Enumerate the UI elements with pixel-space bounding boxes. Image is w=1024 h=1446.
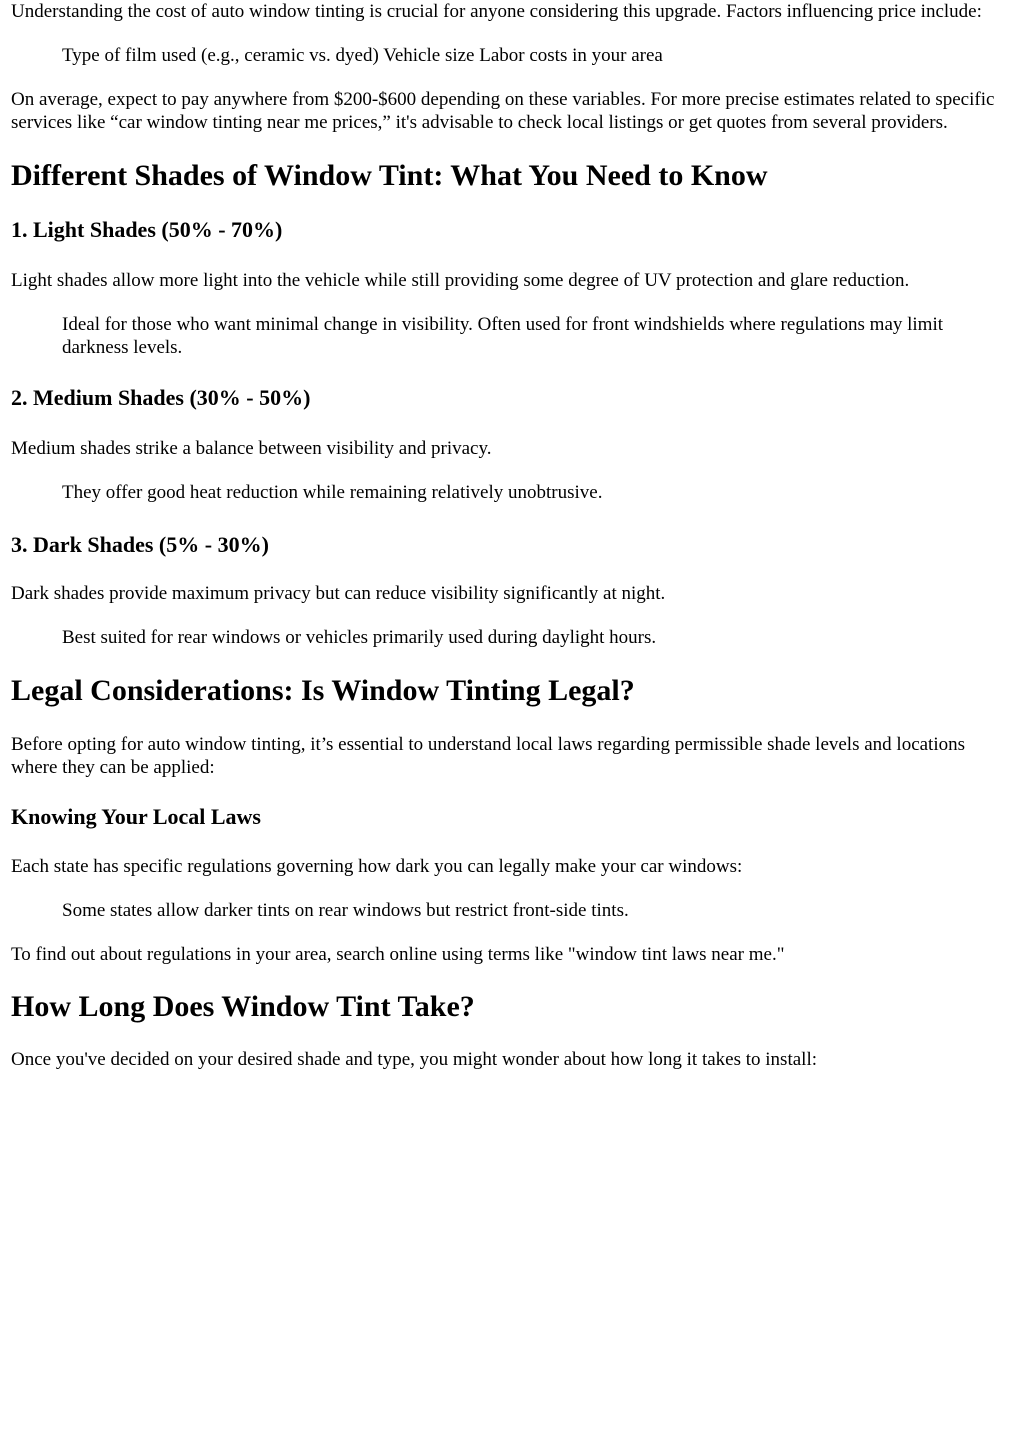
legal-paragraph: Before opting for auto window tinting, it’s essential to understand local laws regarding permissible shade levels and locations where they can be applied: (11, 734, 966, 778)
medium-shades-heading: 2. Medium Shades (30% - 50%) (11, 385, 311, 410)
search-laws-paragraph: To find out about regulations in your area, search online using terms like "window tint laws near me." (11, 944, 785, 965)
install-time-heading: How Long Does Window Tint Take? (11, 990, 475, 1023)
local-laws-note: Some states allow darker tints on rear windows but restrict front-side tints. (62, 900, 629, 921)
medium-shades-paragraph: Medium shades strike a balance between visibility and privacy. (11, 438, 492, 459)
shades-heading: Different Shades of Window Tint: What You Need to Know (11, 159, 768, 192)
cost-intro-paragraph: Understanding the cost of auto window tinting is crucial for anyone considering this upgrade. Factors influencing price include: (11, 1, 982, 22)
legal-heading: Legal Considerations: Is Window Tinting Legal? (11, 674, 635, 707)
dark-shades-note: Best suited for rear windows or vehicles primarily used during daylight hours. (62, 627, 657, 648)
local-laws-paragraph: Each state has specific regulations governing how dark you can legally make your car windows: (11, 856, 743, 877)
light-shades-note: Ideal for those who want minimal change in visibility. Often used for front windshields where regulations may limit darkness levels. (62, 314, 944, 358)
light-shades-paragraph: Light shades allow more light into the vehicle while still providing some degree of UV protection and glare reduction. (11, 270, 910, 291)
price-factors-list: Type of film used (e.g., ceramic vs. dyed) Vehicle size Labor costs in your area (62, 45, 663, 66)
light-shades-heading: 1. Light Shades (50% - 70%) (11, 217, 283, 242)
dark-shades-heading: 3. Dark Shades (5% - 30%) (11, 532, 269, 557)
local-laws-heading: Knowing Your Local Laws (11, 804, 261, 829)
medium-shades-note: They offer good heat reduction while remaining relatively unobtrusive. (62, 482, 603, 503)
install-time-paragraph: Once you've decided on your desired shade and type, you might wonder about how long it takes to install: (11, 1049, 817, 1070)
dark-shades-paragraph: Dark shades provide maximum privacy but can reduce visibility significantly at night. (11, 583, 666, 604)
average-cost-paragraph: On average, expect to pay anywhere from $200-$600 depending on these variables. For more precise estimates related to specific services like “car window tinting near me prices,” it's advisable to check local listings or get quotes from several providers. (11, 89, 995, 133)
